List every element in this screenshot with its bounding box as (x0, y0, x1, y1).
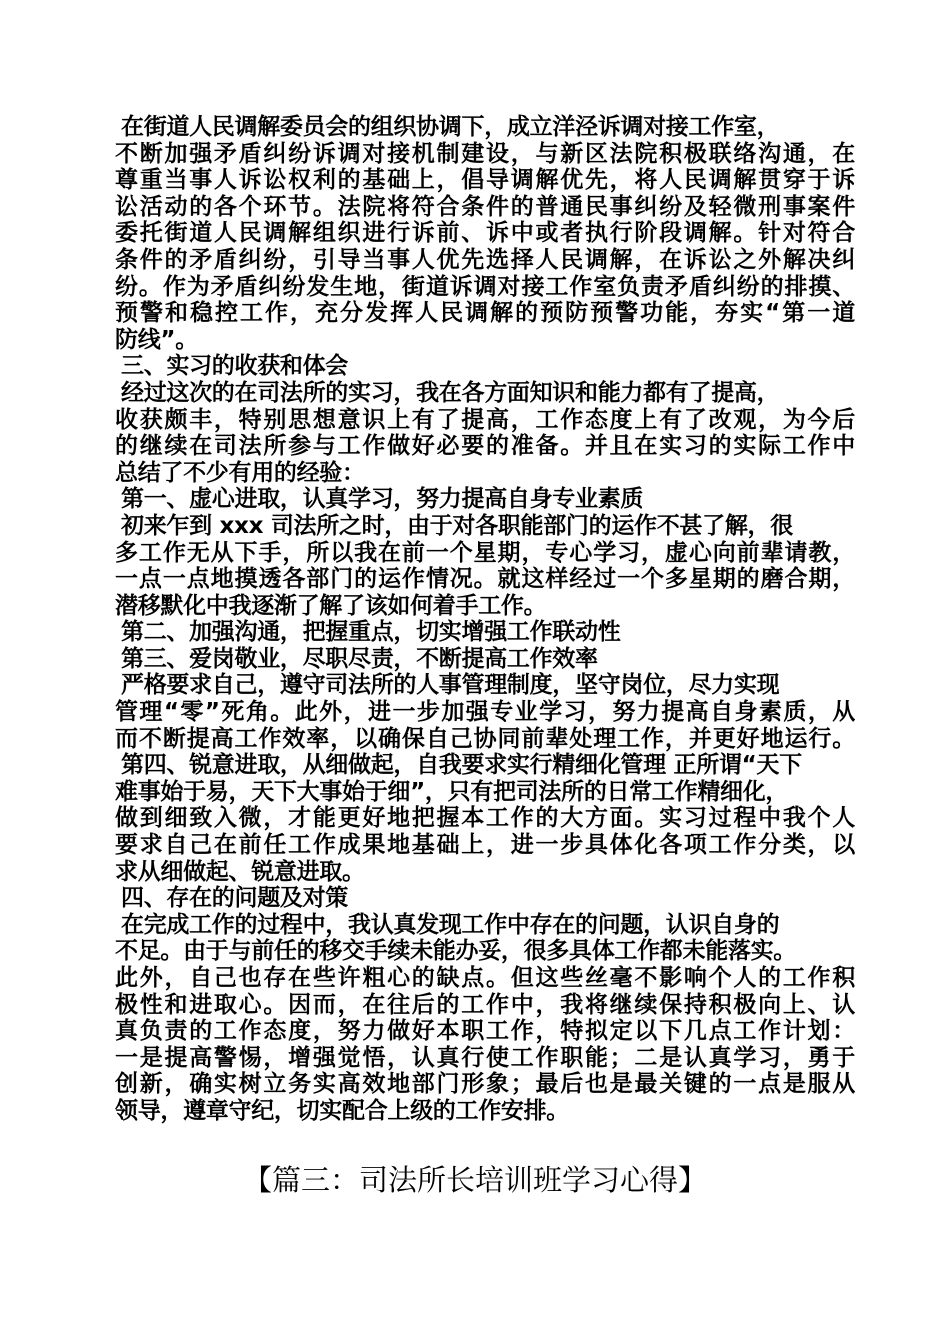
text-line: 不断加强矛盾纠纷诉调对接机制建设，与新区法院积极联络沟通，在 (115, 140, 855, 167)
text-line: 防线”。 (115, 326, 198, 353)
text-line: 第一、虚心进取，认真学习，努力提高自身专业素质 (121, 486, 644, 513)
text-line: 纷。作为矛盾纠纷发生地，街道诉调对接工作室负责矛盾纠纷的排摸、 (115, 273, 855, 300)
text-line: 潜移默化中我逐渐了解了该如何着手工作。 (115, 592, 547, 619)
text-line: 经过这次的在司法所的实习，我在各方面知识和能力都有了提高， (121, 379, 780, 406)
text-line: 多工作无从下手，所以我在前一个星期，专心学习，虚心向前辈请教， (115, 539, 855, 566)
text-line: 四、存在的问题及对策 (121, 885, 349, 912)
text-line: 初来乍到 xxx 司法所之时，由于对各职能部门的运作不甚了解，很 (121, 512, 793, 539)
text-line: 第二、加强沟通，把握重点，切实增强工作联动性 (121, 619, 621, 646)
section-title: 【篇三：司法所长培训班学习心得】 (242, 1163, 707, 1197)
text-line: 第三、爱岗敬业，尽职尽责，不断提高工作效率 (121, 645, 598, 672)
text-line: 委托街道人民调解组织进行诉前、诉中或者执行阶段调解。针对符合 (115, 220, 855, 247)
text-line: 一点一点地摸透各部门的运作情况。就这样经过一个多星期的磨合期， (115, 566, 855, 593)
text-line: 求从细做起、锐意进取。 (115, 858, 365, 885)
text-line: 在街道人民调解委员会的组织协调下，成立洋泾诉调对接工作室， (121, 114, 780, 140)
text-line: 尊重当事人诉讼权利的基础上，倡导调解优先，将人民调解贯穿于诉 (115, 167, 855, 194)
text-line: 条件的矛盾纠纷，引导当事人优先选择人民调解，在诉讼之外解决纠 (115, 246, 855, 273)
document-body (115, 114, 855, 1125)
text-line: 做到细致入微，才能更好地把握本工作的大方面。实习过程中我个人 (115, 805, 855, 832)
text-line: 极性和进取心。因而，在往后的工作中，我将继续保持积极向上、认 (115, 991, 855, 1018)
text-line: 预警和稳控工作，充分发挥人民调解的预防预警功能，夯实“第一道 (115, 300, 855, 327)
text-line: 不足。由于与前任的移交手续未能办妥，很多具体工作都未能落实。 (115, 938, 797, 965)
text-line: 而不断提高工作效率，以确保自己协同前辈处理工作，并更好地运行。 (115, 725, 855, 752)
text-line: 管理“零”死角。此外，进一步加强专业学习，努力提高自身素质，从 (115, 699, 855, 726)
text-line: 三、实习的收获和体会 (121, 353, 349, 380)
text-line: 讼活动的各个环节。法院将符合条件的普通民事纠纷及轻微刑事案件 (115, 193, 855, 220)
text-line: 要求自己在前任工作成果地基础上，进一步具体化各项工作分类，以 (115, 832, 855, 859)
text-line: 第四、锐意进取，从细做起，自我要求实行精细化管理 正所谓“天下 (121, 752, 802, 779)
text-line: 的继续在司法所参与工作做好必要的准备。并且在实习的实际工作中 (115, 433, 855, 460)
text-line: 在完成工作的过程中，我认真发现工作中存在的问题，认识自身的 (121, 911, 780, 938)
text-line: 严格要求自己，遵守司法所的人事管理制度，坚守岗位，尽力实现 (121, 672, 780, 699)
text-line: 创新，确实树立务实高效地部门形象；最后也是最关键的一点是服从 (115, 1071, 855, 1098)
text-line: 一是提高警惕，增强觉悟，认真行使工作职能；二是认真学习，勇于 (115, 1044, 855, 1071)
text-line: 此外，自己也存在些许粗心的缺点。但这些丝毫不影响个人的工作积 (115, 965, 855, 991)
text-line: 收获颇丰，特别思想意识上有了提高，工作态度上有了改观，为今后 (115, 406, 855, 433)
text-line: 真负责的工作态度，努力做好本职工作，特拟定以下几点工作计划： (115, 1018, 855, 1045)
text-line: 难事始于易，天下大事始于细”，只有把司法所的日常工作精细化， (115, 778, 789, 805)
text-line: 总结了不少有用的经验： (115, 459, 365, 486)
text-line: 领导，遵章守纪，切实配合上级的工作安排。 (115, 1097, 570, 1124)
